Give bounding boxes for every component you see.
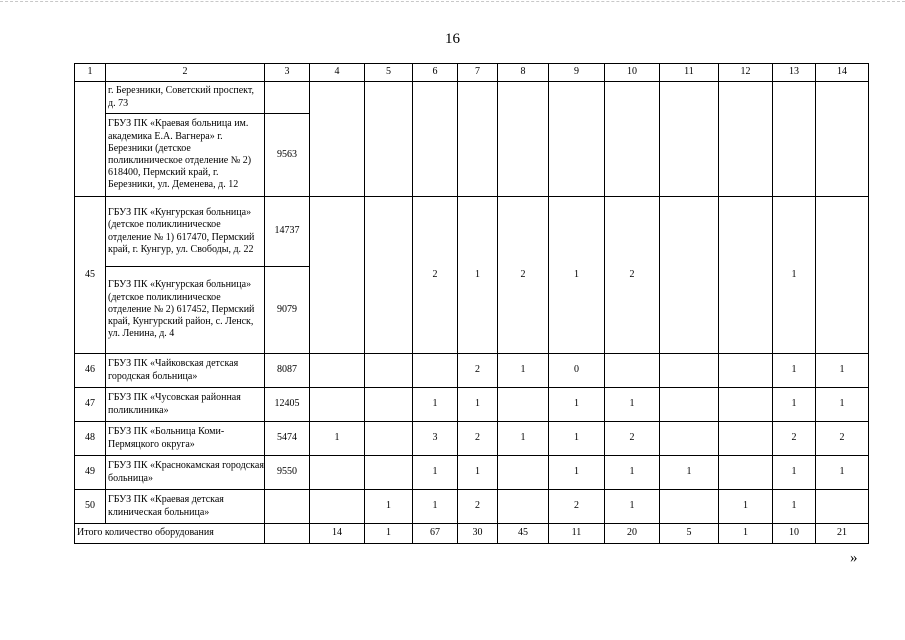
table-row	[75, 490, 869, 524]
column-header-14: 14	[816, 64, 869, 82]
column-header-12: 12	[719, 64, 773, 82]
row-number-cell: 49	[75, 456, 106, 490]
value-cell-col-12	[719, 82, 773, 197]
population-cell	[265, 524, 310, 544]
equipment-table-container	[74, 63, 869, 544]
value-cell-col-4	[310, 197, 365, 354]
value-cell-col-7: 2	[458, 490, 498, 524]
value-cell-col-12: 1	[719, 490, 773, 524]
column-header-11: 11	[660, 64, 719, 82]
value-cell-col-8: 2	[498, 197, 549, 354]
value-cell-col-11	[660, 82, 719, 197]
value-cell-col-4	[310, 388, 365, 422]
row-number-cell: 46	[75, 354, 106, 388]
value-cell-col-5	[365, 82, 413, 197]
value-cell-col-6: 2	[413, 197, 458, 354]
value-cell-col-6	[413, 82, 458, 197]
value-cell-col-11	[660, 197, 719, 354]
value-cell-col-9: 1	[549, 388, 605, 422]
value-cell-col-13: 1	[773, 490, 816, 524]
value-cell-col-7: 1	[458, 197, 498, 354]
equipment-table	[74, 63, 869, 544]
population-cell	[265, 490, 310, 524]
value-cell-col-14: 1	[816, 388, 869, 422]
total-row	[75, 524, 869, 544]
value-cell-col-10: 20	[605, 524, 660, 544]
table-row	[75, 456, 869, 490]
value-cell-col-7: 2	[458, 422, 498, 456]
institution-name-cell: г. Березники, Советский проспект, д. 73	[106, 82, 265, 114]
value-cell-col-10	[605, 82, 660, 197]
closing-quote-mark: »	[850, 550, 858, 566]
value-cell-col-4	[310, 354, 365, 388]
table-row	[75, 354, 869, 388]
value-cell-col-8: 1	[498, 422, 549, 456]
population-cell: 5474	[265, 422, 310, 456]
value-cell-col-10: 1	[605, 490, 660, 524]
value-cell-col-13: 10	[773, 524, 816, 544]
value-cell-col-7: 1	[458, 456, 498, 490]
value-cell-col-6: 1	[413, 388, 458, 422]
value-cell-col-9: 0	[549, 354, 605, 388]
value-cell-col-4	[310, 490, 365, 524]
value-cell-col-7	[458, 82, 498, 197]
value-cell-col-14: 1	[816, 456, 869, 490]
institution-name-cell: ГБУЗ ПК «Чусовская районная поликлиника»	[106, 388, 265, 422]
value-cell-col-7: 30	[458, 524, 498, 544]
value-cell-col-9: 1	[549, 197, 605, 354]
column-header-1: 1	[75, 64, 106, 82]
value-cell-col-6: 1	[413, 456, 458, 490]
population-cell: 9563	[265, 114, 310, 197]
value-cell-col-9: 2	[549, 490, 605, 524]
row-number-cell	[75, 82, 106, 197]
value-cell-col-13	[773, 82, 816, 197]
value-cell-col-8	[498, 490, 549, 524]
value-cell-col-11	[660, 422, 719, 456]
value-cell-col-10: 1	[605, 456, 660, 490]
value-cell-col-4	[310, 456, 365, 490]
value-cell-col-8	[498, 82, 549, 197]
header-row	[75, 64, 869, 82]
value-cell-col-13: 1	[773, 388, 816, 422]
value-cell-col-14: 2	[816, 422, 869, 456]
table-row	[75, 197, 869, 267]
column-header-9: 9	[549, 64, 605, 82]
value-cell-col-10	[605, 354, 660, 388]
value-cell-col-9: 1	[549, 422, 605, 456]
column-header-6: 6	[413, 64, 458, 82]
value-cell-col-8	[498, 456, 549, 490]
value-cell-col-14: 21	[816, 524, 869, 544]
table-row	[75, 388, 869, 422]
value-cell-col-5: 1	[365, 524, 413, 544]
value-cell-col-5	[365, 456, 413, 490]
value-cell-col-5: 1	[365, 490, 413, 524]
column-header-7: 7	[458, 64, 498, 82]
row-number-cell: 48	[75, 422, 106, 456]
value-cell-col-12	[719, 456, 773, 490]
value-cell-col-10: 2	[605, 197, 660, 354]
institution-name-cell: ГБУЗ ПК «Кунгурская больница» (детское поликлиническое отделение № 1) 617470, Пермский край, г. Кунгур, ул. Свободы, д. 22	[106, 197, 265, 267]
value-cell-col-14: 1	[816, 354, 869, 388]
value-cell-col-7: 1	[458, 388, 498, 422]
population-cell: 14737	[265, 197, 310, 267]
table-row	[75, 422, 869, 456]
value-cell-col-11: 5	[660, 524, 719, 544]
value-cell-col-5	[365, 354, 413, 388]
value-cell-col-10: 1	[605, 388, 660, 422]
institution-name-cell: ГБУЗ ПК «Краевая детская клиническая больница»	[106, 490, 265, 524]
value-cell-col-6: 3	[413, 422, 458, 456]
value-cell-col-4: 14	[310, 524, 365, 544]
value-cell-col-13: 1	[773, 456, 816, 490]
value-cell-col-12	[719, 197, 773, 354]
value-cell-col-13: 1	[773, 197, 816, 354]
column-header-4: 4	[310, 64, 365, 82]
value-cell-col-10: 2	[605, 422, 660, 456]
row-number-cell: 47	[75, 388, 106, 422]
value-cell-col-9: 1	[549, 456, 605, 490]
institution-name-cell: ГБУЗ ПК «Краснокамская городская больница»	[106, 456, 265, 490]
value-cell-col-12	[719, 422, 773, 456]
institution-name-cell: ГБУЗ ПК «Краевая больница им. академика Е.А. Вагнера» г. Березники (детское поликлиническое отделение № 2) 618400, Пермский край, г. Березники, ул. Деменева, д. 12	[106, 114, 265, 197]
value-cell-col-12: 1	[719, 524, 773, 544]
value-cell-col-13: 1	[773, 354, 816, 388]
value-cell-col-11	[660, 354, 719, 388]
column-header-2: 2	[106, 64, 265, 82]
value-cell-col-6	[413, 354, 458, 388]
institution-name-cell: ГБУЗ ПК «Чайковская детская городская больница»	[106, 354, 265, 388]
row-number-cell: 45	[75, 197, 106, 354]
institution-name-cell: ГБУЗ ПК «Кунгурская больница» (детское поликлиническое отделение № 2) 617452, Пермский край, Кунгурский район, с. Ленск, ул. Ленина, д. 4	[106, 267, 265, 354]
column-header-5: 5	[365, 64, 413, 82]
value-cell-col-12	[719, 388, 773, 422]
institution-name-cell: ГБУЗ ПК «Больница Коми-Пермяцкого округа»	[106, 422, 265, 456]
value-cell-col-14	[816, 490, 869, 524]
page-number: 16	[445, 31, 460, 47]
population-cell: 8087	[265, 354, 310, 388]
scan-top-edge	[0, 1, 905, 2]
total-label-cell: Итого количество оборудования	[75, 524, 265, 544]
column-header-13: 13	[773, 64, 816, 82]
value-cell-col-6: 1	[413, 490, 458, 524]
table-row	[75, 82, 869, 114]
value-cell-col-4	[310, 82, 365, 197]
value-cell-col-6: 67	[413, 524, 458, 544]
row-number-cell: 50	[75, 490, 106, 524]
value-cell-col-14	[816, 197, 869, 354]
value-cell-col-14	[816, 82, 869, 197]
value-cell-col-8: 1	[498, 354, 549, 388]
value-cell-col-12	[719, 354, 773, 388]
table-body	[75, 64, 869, 544]
population-cell: 9550	[265, 456, 310, 490]
column-header-10: 10	[605, 64, 660, 82]
value-cell-col-11	[660, 490, 719, 524]
value-cell-col-9	[549, 82, 605, 197]
population-cell	[265, 82, 310, 114]
value-cell-col-8	[498, 388, 549, 422]
value-cell-col-5	[365, 388, 413, 422]
population-cell: 9079	[265, 267, 310, 354]
value-cell-col-9: 11	[549, 524, 605, 544]
population-cell: 12405	[265, 388, 310, 422]
value-cell-col-11	[660, 388, 719, 422]
column-header-3: 3	[265, 64, 310, 82]
value-cell-col-5	[365, 197, 413, 354]
value-cell-col-8: 45	[498, 524, 549, 544]
column-header-8: 8	[498, 64, 549, 82]
value-cell-col-13: 2	[773, 422, 816, 456]
value-cell-col-7: 2	[458, 354, 498, 388]
value-cell-col-5	[365, 422, 413, 456]
value-cell-col-11: 1	[660, 456, 719, 490]
value-cell-col-4: 1	[310, 422, 365, 456]
